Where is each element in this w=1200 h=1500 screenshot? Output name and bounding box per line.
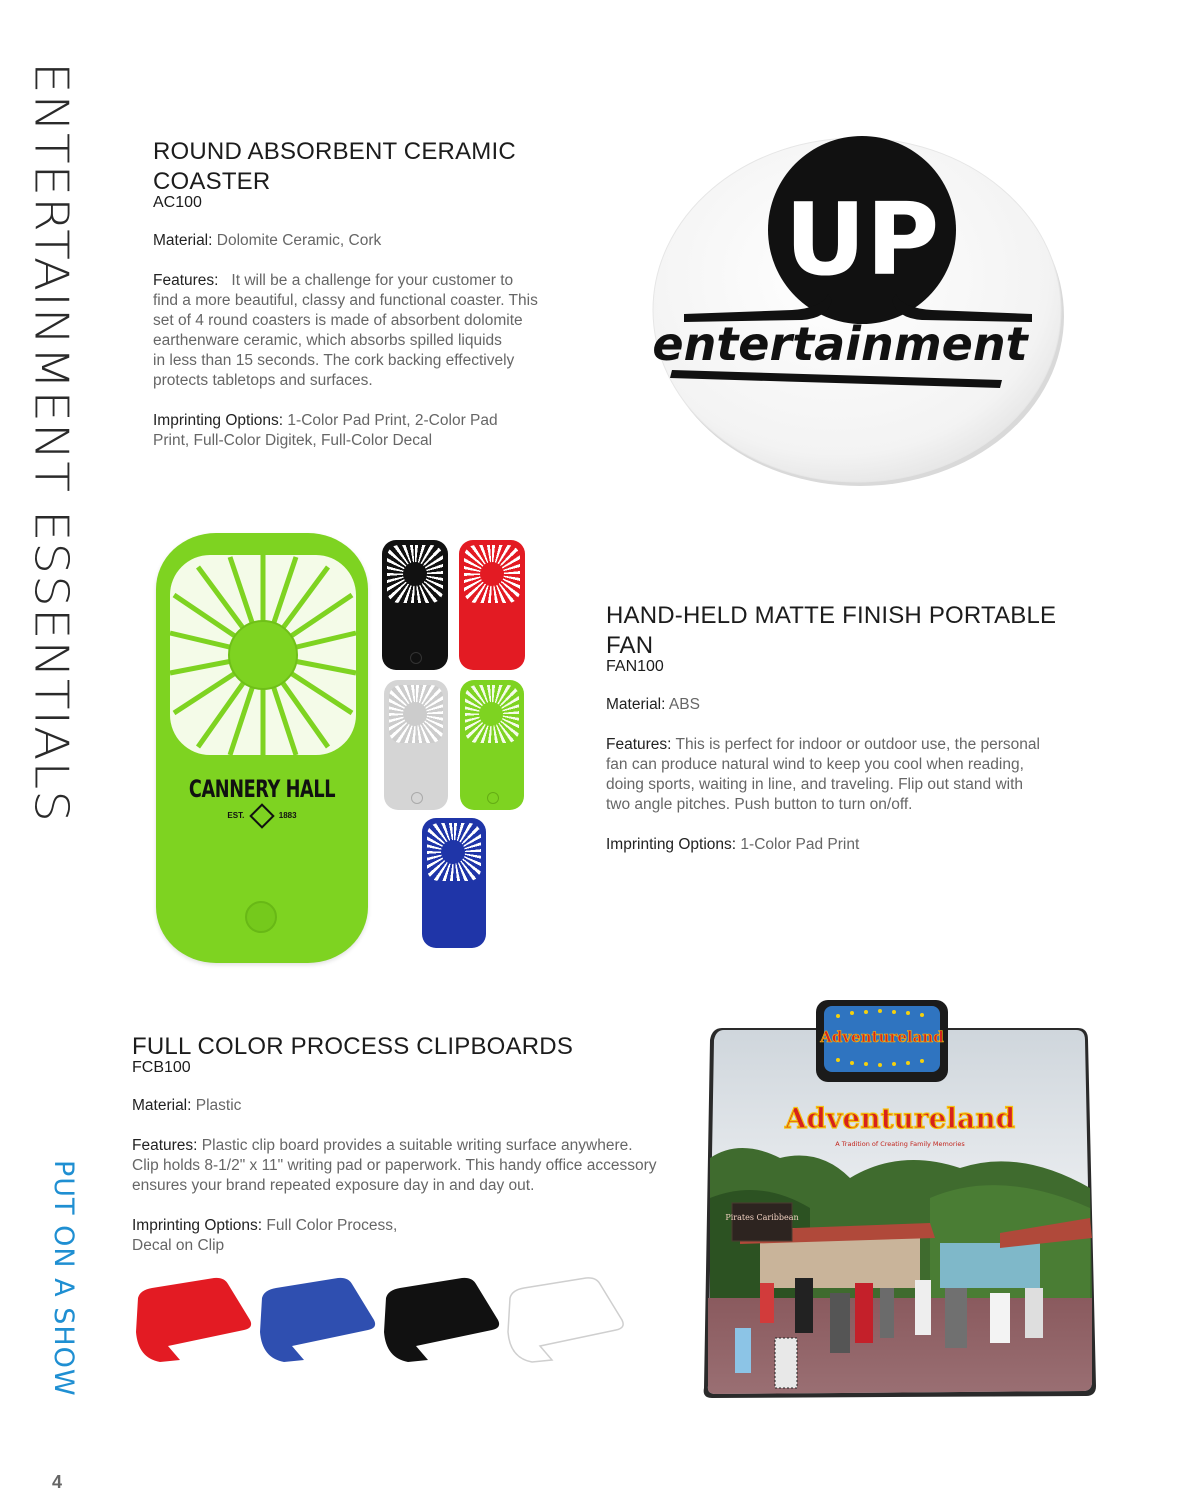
features-row: [132, 1136, 692, 1196]
imprinting-line: Full Color Process,: [266, 1217, 398, 1234]
features-line: Clip holds 8-1/2" x 11" writing pad or paperwork. This handy office accessory: [132, 1157, 657, 1174]
features-row: [606, 735, 1096, 815]
features-line: two angle pitches. Push button to turn on/off.: [606, 796, 913, 813]
coaster-image: [652, 132, 1064, 490]
pirates-sign: Pirates Caribbean: [725, 1213, 799, 1222]
est-year: 1883: [278, 811, 297, 821]
features-line: doing sports, waiting in line, and traveling. Flip out stand with: [606, 776, 1024, 793]
product-title: [606, 601, 1096, 661]
fan-blue: [422, 818, 486, 948]
features-line: ensures your brand repeated exposure day in and day out.: [132, 1177, 535, 1194]
features-line: find a more beautiful, classy and functional coaster. This: [153, 292, 538, 309]
features-row: [153, 271, 573, 391]
fan-black: [382, 540, 448, 670]
features-line: fan can produce natural wind to keep you cool when reading,: [606, 756, 1024, 773]
product-title: FULL COLOR PROCESS CLIPBOARDS: [132, 1033, 574, 1060]
product-sku: FCB100: [132, 1059, 191, 1076]
imprinting-row: [132, 1216, 692, 1256]
title-line-1: HAND-HELD MATTE FINISH PORTABLE: [606, 602, 1057, 629]
material-value: Dolomite Ceramic, Cork: [216, 232, 382, 249]
material-label: Material:: [153, 232, 213, 249]
product-title: [153, 137, 573, 197]
coaster-logo-entertainment: entertainment: [652, 317, 1028, 371]
material-label: Material:: [132, 1097, 192, 1114]
page-number: 4: [52, 1472, 63, 1492]
features-line: This is perfect for indoor or outdoor use, the personal: [675, 736, 1040, 753]
product-sku: FAN100: [606, 658, 664, 675]
imprinting-value: 1-Color Pad Print: [740, 836, 860, 853]
material-row: [132, 1096, 692, 1116]
imprinting-label: Imprinting Options:: [132, 1217, 263, 1234]
imprinting-label: Imprinting Options:: [153, 412, 284, 429]
clip-blue: [260, 1278, 375, 1362]
features-line: in less than 15 seconds. The cork backing effectively: [153, 352, 515, 369]
board-logo: Adventureland: [784, 1102, 1016, 1135]
fan-lime: [460, 680, 524, 810]
fan-red: [459, 540, 525, 670]
imprinting-line: 1-Color Pad Print, 2-Color Pad: [287, 412, 498, 429]
clip-red: [136, 1278, 251, 1362]
features-line: earthenware ceramic, which absorbs spilled liquids: [153, 332, 502, 349]
imprinting-line: Decal on Clip: [132, 1237, 225, 1254]
board-tagline: A Tradition of Creating Family Memories: [835, 1140, 965, 1148]
imprinting-line: Print, Full-Color Digitek, Full-Color Decal: [153, 432, 433, 449]
title-line-1: ROUND ABSORBENT CERAMIC: [153, 138, 516, 165]
clipboard-image: [700, 998, 1100, 1403]
clip-black: [384, 1278, 499, 1362]
product-fan: [606, 601, 1096, 855]
section-title: ENTERTAINMENT ESSENTIALS: [24, 62, 78, 823]
section-subtitle: PUT ON A SHOW: [48, 1160, 79, 1397]
features-line: set of 4 round coasters is made of absorbent dolomite: [153, 312, 523, 329]
fan-brand-text: CANNERY HALL: [188, 775, 336, 803]
clip-logo: Adventureland: [820, 1028, 944, 1046]
coaster-logo-up: UP: [784, 181, 940, 298]
clip-color-swatches: [130, 1268, 630, 1373]
title-line-2: COASTER: [153, 168, 271, 195]
fan-gray: [384, 680, 448, 810]
fan-green-large: [156, 533, 368, 963]
product-sku: AC100: [153, 194, 202, 211]
title-line-2: FAN: [606, 632, 654, 659]
material-row: [153, 231, 573, 251]
features-line: Plastic clip board provides a suitable writing surface anywhere.: [201, 1137, 633, 1154]
product-clipboard: [132, 1032, 692, 1256]
clip-white: [508, 1278, 623, 1362]
monogram-icon: [249, 803, 274, 828]
fan-brand-est: [156, 807, 368, 825]
fan-blades-icon: [156, 533, 368, 963]
features-line: protects tabletops and surfaces.: [153, 372, 373, 389]
est-label: EST.: [227, 811, 245, 821]
material-row: [606, 695, 1096, 715]
features-label: Features:: [606, 736, 672, 753]
imprinting-row: [606, 835, 1096, 855]
material-value: Plastic: [195, 1097, 242, 1114]
material-value: ABS: [668, 696, 700, 713]
features-line: It will be a challenge for your customer to: [231, 272, 514, 289]
imprinting-row: [153, 411, 573, 451]
material-label: Material:: [606, 696, 666, 713]
features-label: Features:: [132, 1137, 198, 1154]
features-label: Features:: [153, 272, 219, 289]
imprinting-label: Imprinting Options:: [606, 836, 737, 853]
fan-image: [150, 530, 540, 970]
product-coaster: [153, 137, 573, 451]
